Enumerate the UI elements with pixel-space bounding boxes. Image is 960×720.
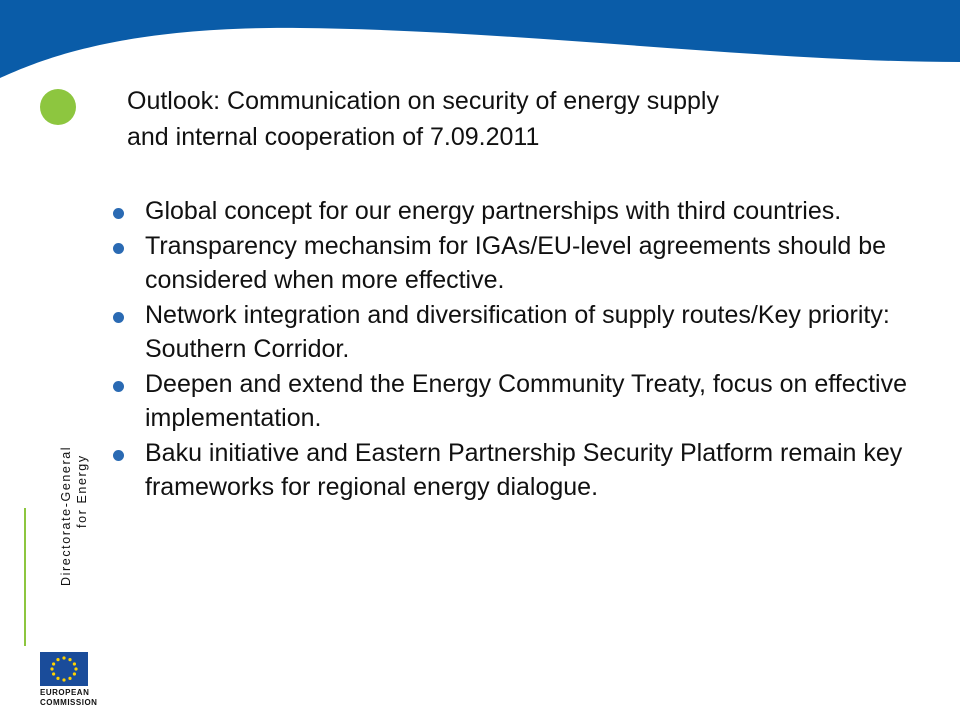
bullet-list <box>110 194 910 505</box>
bullet-item <box>110 229 910 297</box>
eu-stars-icon <box>50 656 78 682</box>
european-commission-label <box>40 688 97 708</box>
bullet-dot-icon <box>113 312 124 323</box>
ec-line-2: COMMISSION <box>40 698 98 707</box>
dg-line-1: Directorate-General <box>59 445 73 586</box>
directorate-general-label <box>58 446 90 586</box>
bullet-item <box>110 436 910 504</box>
sidebar-divider <box>24 508 26 646</box>
ec-line-1: EUROPEAN <box>40 688 90 697</box>
bullet-dot-icon <box>113 450 124 461</box>
banner-shape <box>0 0 960 78</box>
bullet-dot-icon <box>113 243 124 254</box>
bullet-text: Baku initiative and Eastern Partnership Security Platform remain key frameworks for regional energy dialogue. <box>145 439 903 501</box>
bullet-dot-icon <box>113 381 124 392</box>
bullet-text: Global concept for our energy partnerships with third countries. <box>145 197 842 225</box>
bullet-dot-icon <box>113 208 124 219</box>
dg-line-2: for Energy <box>75 454 89 528</box>
bullet-text: Deepen and extend the Energy Community Treaty, focus on effective implementation. <box>145 370 908 432</box>
bullet-item <box>110 367 910 435</box>
slide-title <box>127 83 927 155</box>
slide-title-line-1: Outlook: Communication on security of energy supply <box>127 87 719 115</box>
bullet-text: Network integration and diversification of supply routes/Key priority: Southern Corridor. <box>145 301 890 363</box>
slide-title-line-2: and internal cooperation of 7.09.2011 <box>127 123 540 151</box>
title-green-dot <box>40 89 76 125</box>
bullet-item <box>110 298 910 366</box>
bullet-item <box>110 194 910 228</box>
bullet-text: Transparency mechansim for IGAs/EU-level agreements should be considered when more effective. <box>145 232 887 294</box>
